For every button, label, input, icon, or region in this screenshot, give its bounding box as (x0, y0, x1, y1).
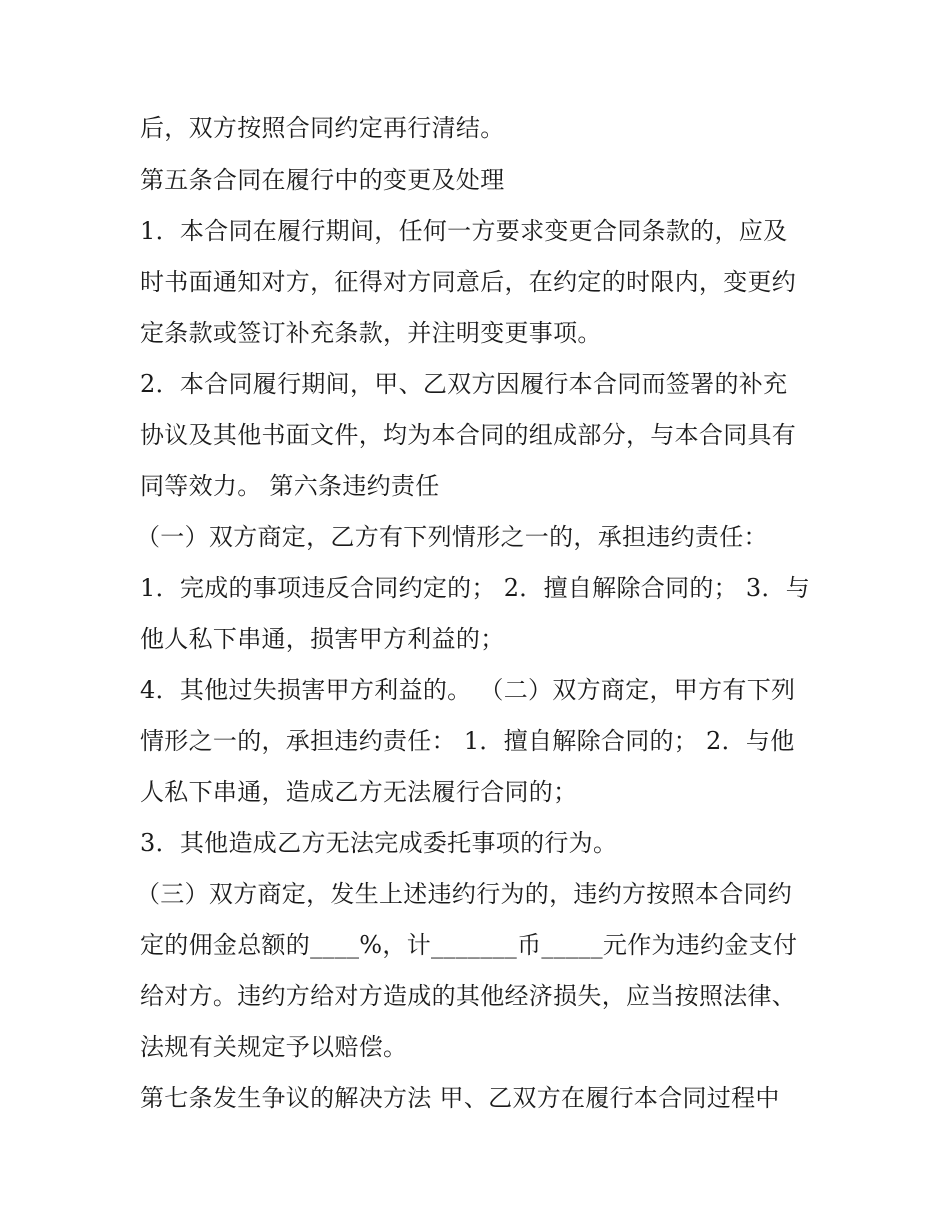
text-line: 时书面通知对方，征得对方同意后，在约定的时限内，变更约 (140, 268, 797, 296)
article-heading: 第七条发生争议的解决方法 甲、乙双方在履行本合同过程中 (140, 1084, 780, 1112)
text-line: 定条款或签订补充条款，并注明变更事项。 (140, 319, 602, 347)
text-line: 2．本合同履行期间，甲、乙双方因履行本合同而签署的补充 (140, 370, 788, 398)
text-line: （三）双方商定，发生上述违约行为的，违约方按照本合同约 (136, 880, 793, 908)
text-line: 定的佣金总额的____%，计_______币_____元作为违约金支付 (140, 931, 798, 959)
text-line: 情形之一的，承担违约责任： 1．擅自解除合同的； 2．与他 (140, 727, 795, 755)
text-line: 协议及其他书面文件，均为本合同的组成部分，与本合同具有 (140, 421, 797, 449)
text-line: 1．本合同在履行期间，任何一方要求变更合同条款的，应及 (140, 217, 788, 245)
text-line: 人私下串通，造成乙方无法履行合同的； (140, 778, 578, 806)
text-line: 1．完成的事项违反合同约定的； 2．擅自解除合同的； 3．与 (140, 574, 811, 602)
text-line: 法规有关规定予以赔偿。 (140, 1033, 408, 1061)
text-line: 他人私下串通，损害甲方利益的； (140, 625, 505, 653)
text-line: 后，双方按照合同约定再行清结。 (140, 114, 505, 142)
text-line: 同等效力。 第六条违约责任 (140, 472, 440, 500)
text-line: 给对方。违约方给对方造成的其他经济损失，应当按照法律、 (140, 982, 797, 1010)
text-line: （一）双方商定，乙方有下列情形之一的，承担违约责任： (136, 523, 768, 551)
text-line: 4．其他过失损害甲方利益的。 （二）双方商定，甲方有下列 (140, 676, 796, 704)
text-line: 3．其他造成乙方无法完成委托事项的行为。 (140, 829, 618, 857)
article-heading: 第五条合同在履行中的变更及处理 (140, 166, 505, 194)
